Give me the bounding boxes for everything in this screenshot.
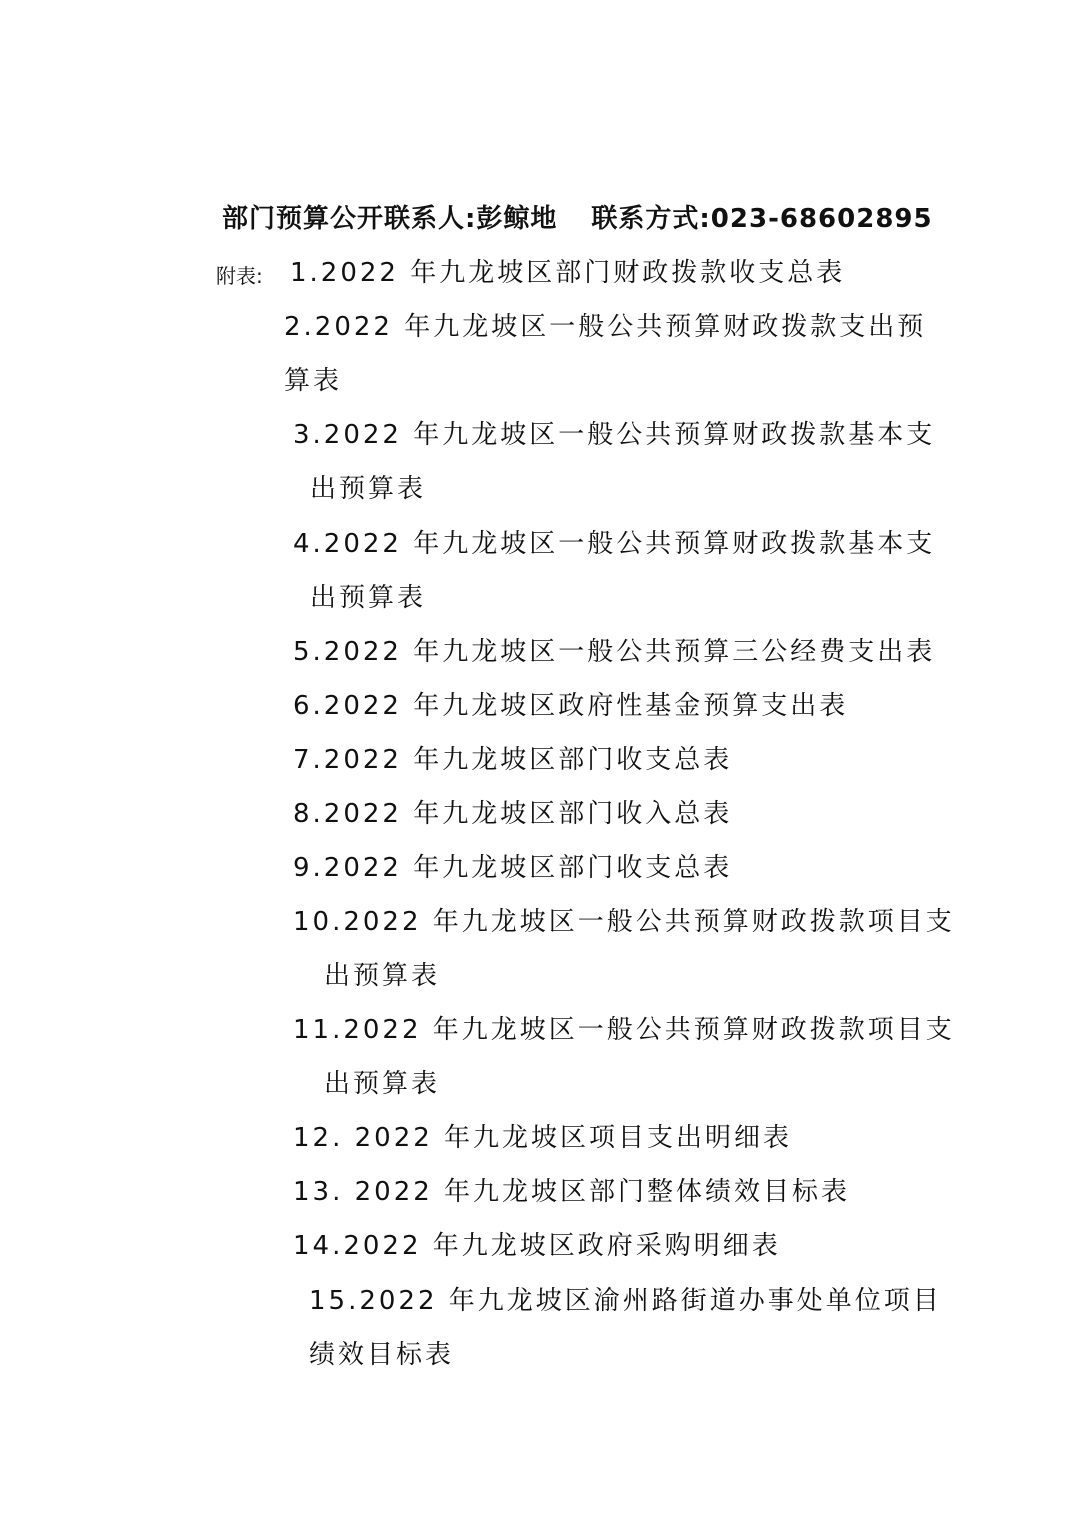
attachment-item-13: 13. 2022 年九龙坡区部门整体绩效目标表 (293, 1177, 851, 1207)
attachment-item-4: 4.2022 年九龙坡区一般公共预算财政拨款基本支 (293, 529, 936, 559)
attachment-item-14: 14.2022 年九龙坡区政府采购明细表 (293, 1231, 781, 1261)
attachment-item-8: 8.2022 年九龙坡区部门收入总表 (293, 799, 733, 829)
attachment-item-10-cont: 出预算表 (324, 961, 441, 991)
attachment-item-12: 12. 2022 年九龙坡区项目支出明细表 (293, 1123, 793, 1153)
attachment-item-7: 7.2022 年九龙坡区部门收支总表 (293, 745, 733, 775)
attachment-item-6: 6.2022 年九龙坡区政府性基金预算支出表 (293, 691, 849, 721)
contact-line (222, 198, 933, 235)
contact-method: 联系方式:023-68602895 (591, 204, 933, 234)
attachment-item-10: 10.2022 年九龙坡区一般公共预算财政拨款项目支 (293, 907, 955, 937)
attachment-item-2: 2.2022 年九龙坡区一般公共预算财政拨款支出预 (284, 312, 927, 342)
attachment-item-15-cont: 绩效目标表 (309, 1340, 455, 1370)
attachment-item-3: 3.2022 年九龙坡区一般公共预算财政拨款基本支 (293, 420, 936, 450)
contact-person: 部门预算公开联系人:彭鲸地 (222, 204, 558, 234)
attachment-item-11: 11.2022 年九龙坡区一般公共预算财政拨款项目支 (293, 1015, 955, 1045)
attachment-item-3-cont: 出预算表 (310, 474, 427, 504)
attachment-item-9: 9.2022 年九龙坡区部门收支总表 (293, 853, 733, 883)
attachment-item-2-cont: 算表 (284, 366, 343, 396)
attachment-item-1: 1.2022 年九龙坡区部门财政拨款收支总表 (290, 258, 846, 288)
attachment-item-11-cont: 出预算表 (324, 1069, 441, 1099)
attachment-item-15: 15.2022 年九龙坡区渝州路街道办事处单位项目 (309, 1286, 942, 1316)
attachment-item-5: 5.2022 年九龙坡区一般公共预算三公经费支出表 (293, 637, 936, 667)
attachment-item-4-cont: 出预算表 (310, 583, 427, 613)
attachments-prefix: 附表: (216, 264, 263, 288)
